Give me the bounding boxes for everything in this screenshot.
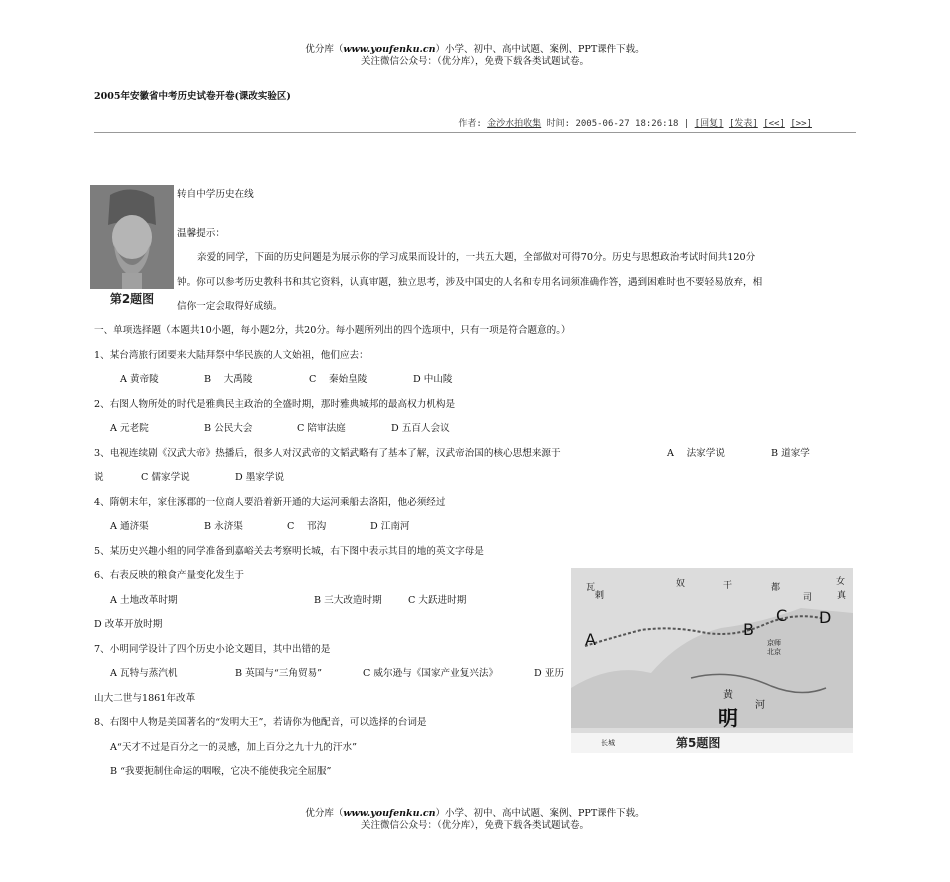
map-label-ming: 明	[718, 706, 738, 730]
author-link[interactable]: 金沙水拍收集	[487, 119, 542, 129]
header-divider	[94, 132, 856, 133]
q3-option-c: C 儒家学说	[141, 472, 190, 483]
q2-option-b: B 公民大会	[204, 423, 253, 434]
page-title: 2005年安徽省中考历史试卷开卷(课改实验区)	[94, 91, 291, 102]
prev-link[interactable]: [<<]	[763, 119, 785, 129]
q1-option-b: B 大禹陵	[204, 374, 253, 385]
q8-option-b: B “我要扼制住命运的咽喉，它决不能使我完全屈服”	[110, 766, 332, 777]
question-2: 2、右图人物所处的时代是雅典民主政治的全盛时期，那时雅典城邦的最高权力机构是	[94, 399, 456, 410]
map-letter-c: C	[776, 606, 788, 625]
q3-option-b-cont: 说	[94, 472, 104, 483]
map-label-nv: 女	[836, 577, 846, 587]
map-label-si: 司	[803, 593, 813, 603]
q3-option-b: B 道家学	[771, 448, 810, 459]
footer-line-2: 关注微信公众号：（优分库），免费下载各类试题试卷。	[360, 820, 589, 831]
map-caption: 第5题图	[676, 736, 721, 750]
map-letter-b: B	[743, 620, 754, 639]
q4-option-c: C 邗沟	[287, 521, 327, 532]
question-8: 8、右图中人物是美国著名的“发明大王”，若请你为他配音，可以选择的台词是	[94, 717, 427, 728]
tip-label: 温馨提示：	[177, 228, 225, 239]
map-label-jingshi: 京师	[767, 639, 781, 647]
footer-site: www.youfenku.cn	[343, 808, 436, 819]
timestamp: 2005-06-27 18:26:18	[575, 119, 679, 129]
page-footer	[0, 808, 950, 832]
article-meta: 作者: 金沙水拍收集 时间: 2005-06-27 18:26:18 | [回复] [发表] [<<] [>>]	[458, 119, 812, 129]
map-label-du: 都	[771, 583, 781, 593]
q2-option-c: C 陪审法庭	[297, 423, 346, 434]
map-label-wa: 瓦	[586, 583, 596, 593]
next-link[interactable]: [>>]	[790, 119, 812, 129]
bust-caption: 第2题图	[109, 292, 155, 306]
map-legend-great-wall: 长城	[601, 739, 615, 747]
q6-option-a: A 土地改革时期	[110, 595, 178, 606]
map-label-la: 剌	[595, 591, 605, 601]
q4-option-d: D 江南河	[370, 521, 410, 532]
q7-option-d: D 亚历	[534, 668, 564, 679]
footer-line-1: 优分库（www.youfenku.cn）小学、初中、高中试题、案例、PPT课件下载。	[305, 808, 645, 819]
map-label-huang: 黄	[723, 690, 733, 701]
tip-line-3: 信你一定会取得好成绩。	[177, 301, 283, 312]
post-link[interactable]: [发表]	[728, 119, 758, 129]
map-letter-d: D	[819, 608, 832, 627]
question-6: 6、右表反映的粮食产量变化发生于	[94, 570, 245, 581]
q7-option-d-cont: 山大二世与1861年改革	[94, 693, 196, 704]
q4-option-b: B 永济渠	[204, 521, 243, 532]
map-label-he: 河	[755, 700, 765, 711]
tip-line-2: 钟。你可以参考历史教科书和其它资料，认真审题，独立思考，涉及中国史的人名和专用名词须准确作答，遇到困难时也不要轻易放弃，相	[177, 277, 763, 288]
q8-option-a: A“天才不过是百分之一的灵感，加上百分之九十九的汗水”	[110, 742, 357, 753]
ming-map-image	[571, 568, 853, 753]
header-line-2: 关注微信公众号：（优分库），免费下载各类试题试卷。	[360, 56, 589, 67]
q3-option-a: A 法家学说	[667, 448, 725, 459]
section-1-heading: 一、单项选择题（本题共10小题，每小题2分，共20分。每小题所列出的四个选项中，只有一项是符合题意的。）	[94, 325, 571, 336]
q3-option-d: D 墨家学说	[235, 472, 285, 483]
question-1: 1、某台湾旅行团要来大陆拜祭中华民族的人文始祖，他们应去：	[94, 350, 369, 361]
header-line-1: 优分库（www.youfenku.cn）小学、初中、高中试题、案例、PPT课件下载。	[305, 44, 645, 55]
reply-link[interactable]: [回复]	[694, 119, 724, 129]
q1-option-a: A 黄帝陵	[120, 374, 159, 385]
q1-option-c: C 秦始皇陵	[309, 374, 368, 385]
q6-option-d: D 改革开放时期	[94, 619, 163, 630]
question-3: 3、电视连续剧《汉武大帝》热播后，很多人对汉武帝的文韬武略有了基本了解，汉武帝治国的核心思想来源于	[94, 448, 561, 459]
map-label-gan: 干	[723, 581, 733, 591]
q2-option-a: A 元老院	[110, 423, 149, 434]
q7-option-b: B 英国与“三角贸易”	[235, 668, 323, 679]
q7-option-c: C 威尔逊与《国家产业复兴法》	[363, 668, 499, 679]
map-label-nuer: 奴	[676, 579, 686, 589]
q1-option-d: D 中山陵	[413, 374, 453, 385]
q7-option-a: A 瓦特与蒸汽机	[110, 668, 178, 679]
map-label-beijing: 北京	[767, 648, 781, 656]
tip-line-1: 亲爱的同学，下面的历史问题是为展示你的学习成果而设计的，一共五大题，全部做对可得70分。历史与思想政治考试时间共120分	[197, 252, 756, 263]
q6-option-c: C 大跃进时期	[408, 595, 467, 606]
header-site: www.youfenku.cn	[343, 44, 436, 55]
pericles-bust-image	[90, 185, 174, 308]
question-4: 4、隋朝末年，家住涿郡的一位商人要沿着新开通的大运河乘船去洛阳，他必须经过	[94, 497, 446, 508]
source-line: 转自中学历史在线	[177, 189, 254, 200]
q4-option-a: A 通济渠	[110, 521, 149, 532]
q2-option-d: D 五百人会议	[391, 423, 450, 434]
map-label-zhen: 真	[837, 591, 847, 601]
q6-option-b: B 三大改造时期	[314, 595, 382, 606]
map-letter-a: A	[585, 630, 596, 649]
question-7: 7、小明同学设计了四个历史小论文题目，其中出错的是	[94, 644, 331, 655]
page-header	[0, 44, 950, 68]
question-5: 5、某历史兴趣小组的同学准备到嘉峪关去考察明长城，右下图中表示其目的地的英文字母是	[94, 546, 484, 557]
